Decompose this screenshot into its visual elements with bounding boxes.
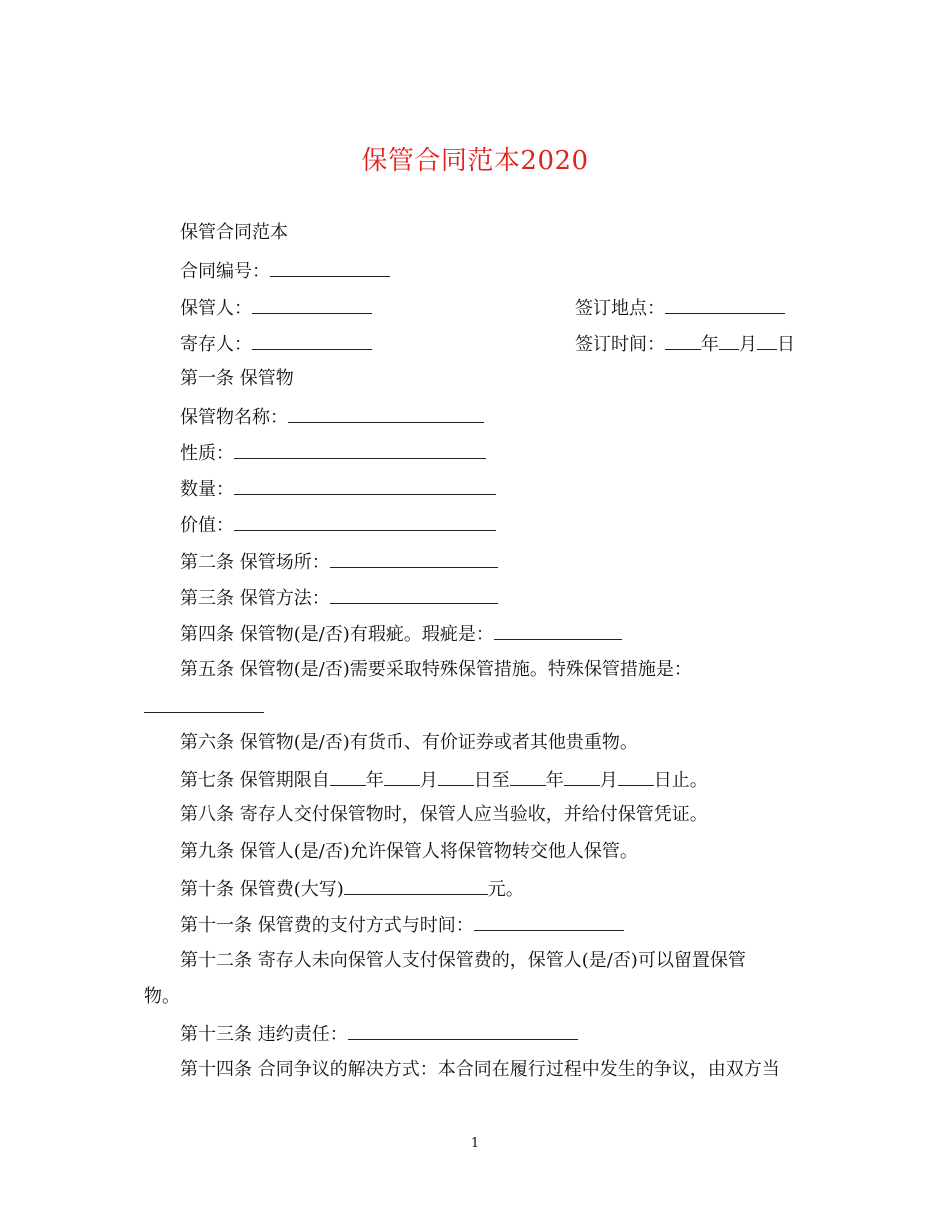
article-9-text: 第九条 保管人(是/否)允许保管人将保管物转交他人保管。 xyxy=(180,841,638,862)
contract-heading-text: 保管合同范本 xyxy=(180,222,288,243)
article-1-text: 第一条 保管物 xyxy=(180,368,294,389)
article-5 xyxy=(180,658,692,682)
article-13-label: 第十三条 违约责任： xyxy=(180,1024,348,1045)
article-6 xyxy=(180,731,638,755)
article-3-blank xyxy=(330,585,498,604)
end-month-blank xyxy=(564,767,600,786)
article-8 xyxy=(180,803,708,827)
value-label: 价值： xyxy=(180,515,234,536)
article-14 xyxy=(180,1058,780,1082)
article-11-label: 第十一条 保管费的支付方式与时间： xyxy=(180,915,474,936)
article-5-blank xyxy=(144,694,264,713)
article-3 xyxy=(180,585,498,611)
article-4 xyxy=(180,621,622,647)
page-number: 1 xyxy=(470,1136,480,1151)
sign-place-group xyxy=(575,295,785,321)
contract-number-line xyxy=(180,258,390,284)
depositor-blank xyxy=(252,331,372,350)
sign-month-blank xyxy=(719,331,739,350)
sign-place-blank xyxy=(665,295,785,314)
article-2-blank xyxy=(330,549,498,568)
sign-month-label: 月 xyxy=(739,334,757,355)
start-day-label: 日至 xyxy=(473,770,510,791)
sign-day-label: 日 xyxy=(777,334,795,355)
start-month-blank xyxy=(384,767,420,786)
document-title: 保管合同范本2020 xyxy=(361,146,589,176)
article-8-text: 第八条 寄存人交付保管物时，保管人应当验收，并给付保管凭证。 xyxy=(180,804,708,825)
nature-blank xyxy=(234,440,486,459)
fee-unit: 元。 xyxy=(487,879,524,900)
nature-line xyxy=(180,440,486,466)
quantity-line xyxy=(180,476,496,502)
article-11-blank xyxy=(474,912,624,931)
article-3-label: 第三条 保管方法： xyxy=(180,588,330,609)
contract-heading xyxy=(180,221,288,245)
keeper-blank xyxy=(252,295,372,314)
article-11 xyxy=(180,912,624,938)
sign-time-group xyxy=(575,331,795,357)
article-4-blank xyxy=(494,621,622,640)
article-13 xyxy=(180,1021,578,1047)
item-name-line xyxy=(180,404,484,430)
quantity-blank xyxy=(234,476,496,495)
sign-year-label: 年 xyxy=(701,334,719,355)
article-5-label: 第五条 保管物(是/否)需要采取特殊保管措施。特殊保管措施是： xyxy=(180,659,692,680)
item-name-blank xyxy=(288,404,484,423)
article-5-continued xyxy=(144,694,264,720)
article-7-label: 第七条 保管期限自 xyxy=(180,770,330,791)
article-12 xyxy=(180,949,746,973)
article-10-label: 第十条 保管费(大写) xyxy=(180,879,344,900)
sign-day-blank xyxy=(757,331,777,350)
article-12-continued xyxy=(144,985,180,1009)
value-blank xyxy=(234,512,496,531)
contract-number-blank xyxy=(270,258,390,277)
article-2 xyxy=(180,549,498,575)
depositor-line xyxy=(180,331,880,357)
article-13-blank xyxy=(348,1021,578,1040)
nature-label: 性质： xyxy=(180,443,234,464)
end-month-label: 月 xyxy=(599,770,618,791)
article-1 xyxy=(180,367,294,391)
article-10 xyxy=(180,876,524,902)
keeper-line xyxy=(180,295,880,321)
sign-year-blank xyxy=(665,331,701,350)
start-year-blank xyxy=(330,767,366,786)
article-6-text: 第六条 保管物(是/否)有货币、有价证券或者其他贵重物。 xyxy=(180,732,638,753)
article-14-text: 第十四条 合同争议的解决方式：本合同在履行过程中发生的争议，由双方当 xyxy=(180,1059,780,1080)
item-name-label: 保管物名称： xyxy=(180,407,288,428)
article-4-label: 第四条 保管物(是/否)有瑕疵。瑕疵是： xyxy=(180,624,494,645)
end-day-blank xyxy=(618,767,654,786)
article-12-text-cont: 物。 xyxy=(144,986,180,1007)
depositor-label: 寄存人： xyxy=(180,334,252,355)
quantity-label: 数量： xyxy=(180,479,234,500)
start-month-label: 月 xyxy=(419,770,438,791)
article-7 xyxy=(180,767,708,793)
value-line xyxy=(180,512,496,538)
article-2-label: 第二条 保管场所： xyxy=(180,552,330,573)
article-12-text: 第十二条 寄存人未向保管人支付保管费的，保管人(是/否)可以留置保管 xyxy=(180,950,746,971)
keeper-label: 保管人： xyxy=(180,298,252,319)
article-9 xyxy=(180,840,638,864)
start-year-label: 年 xyxy=(365,770,384,791)
contract-number-label: 合同编号： xyxy=(180,261,270,282)
sign-time-label: 签订时间： xyxy=(575,334,665,355)
end-year-blank xyxy=(510,767,546,786)
end-year-label: 年 xyxy=(545,770,564,791)
sign-place-label: 签订地点： xyxy=(575,298,665,319)
start-day-blank xyxy=(438,767,474,786)
fee-blank xyxy=(344,876,488,895)
end-day-label: 日止。 xyxy=(653,770,708,791)
